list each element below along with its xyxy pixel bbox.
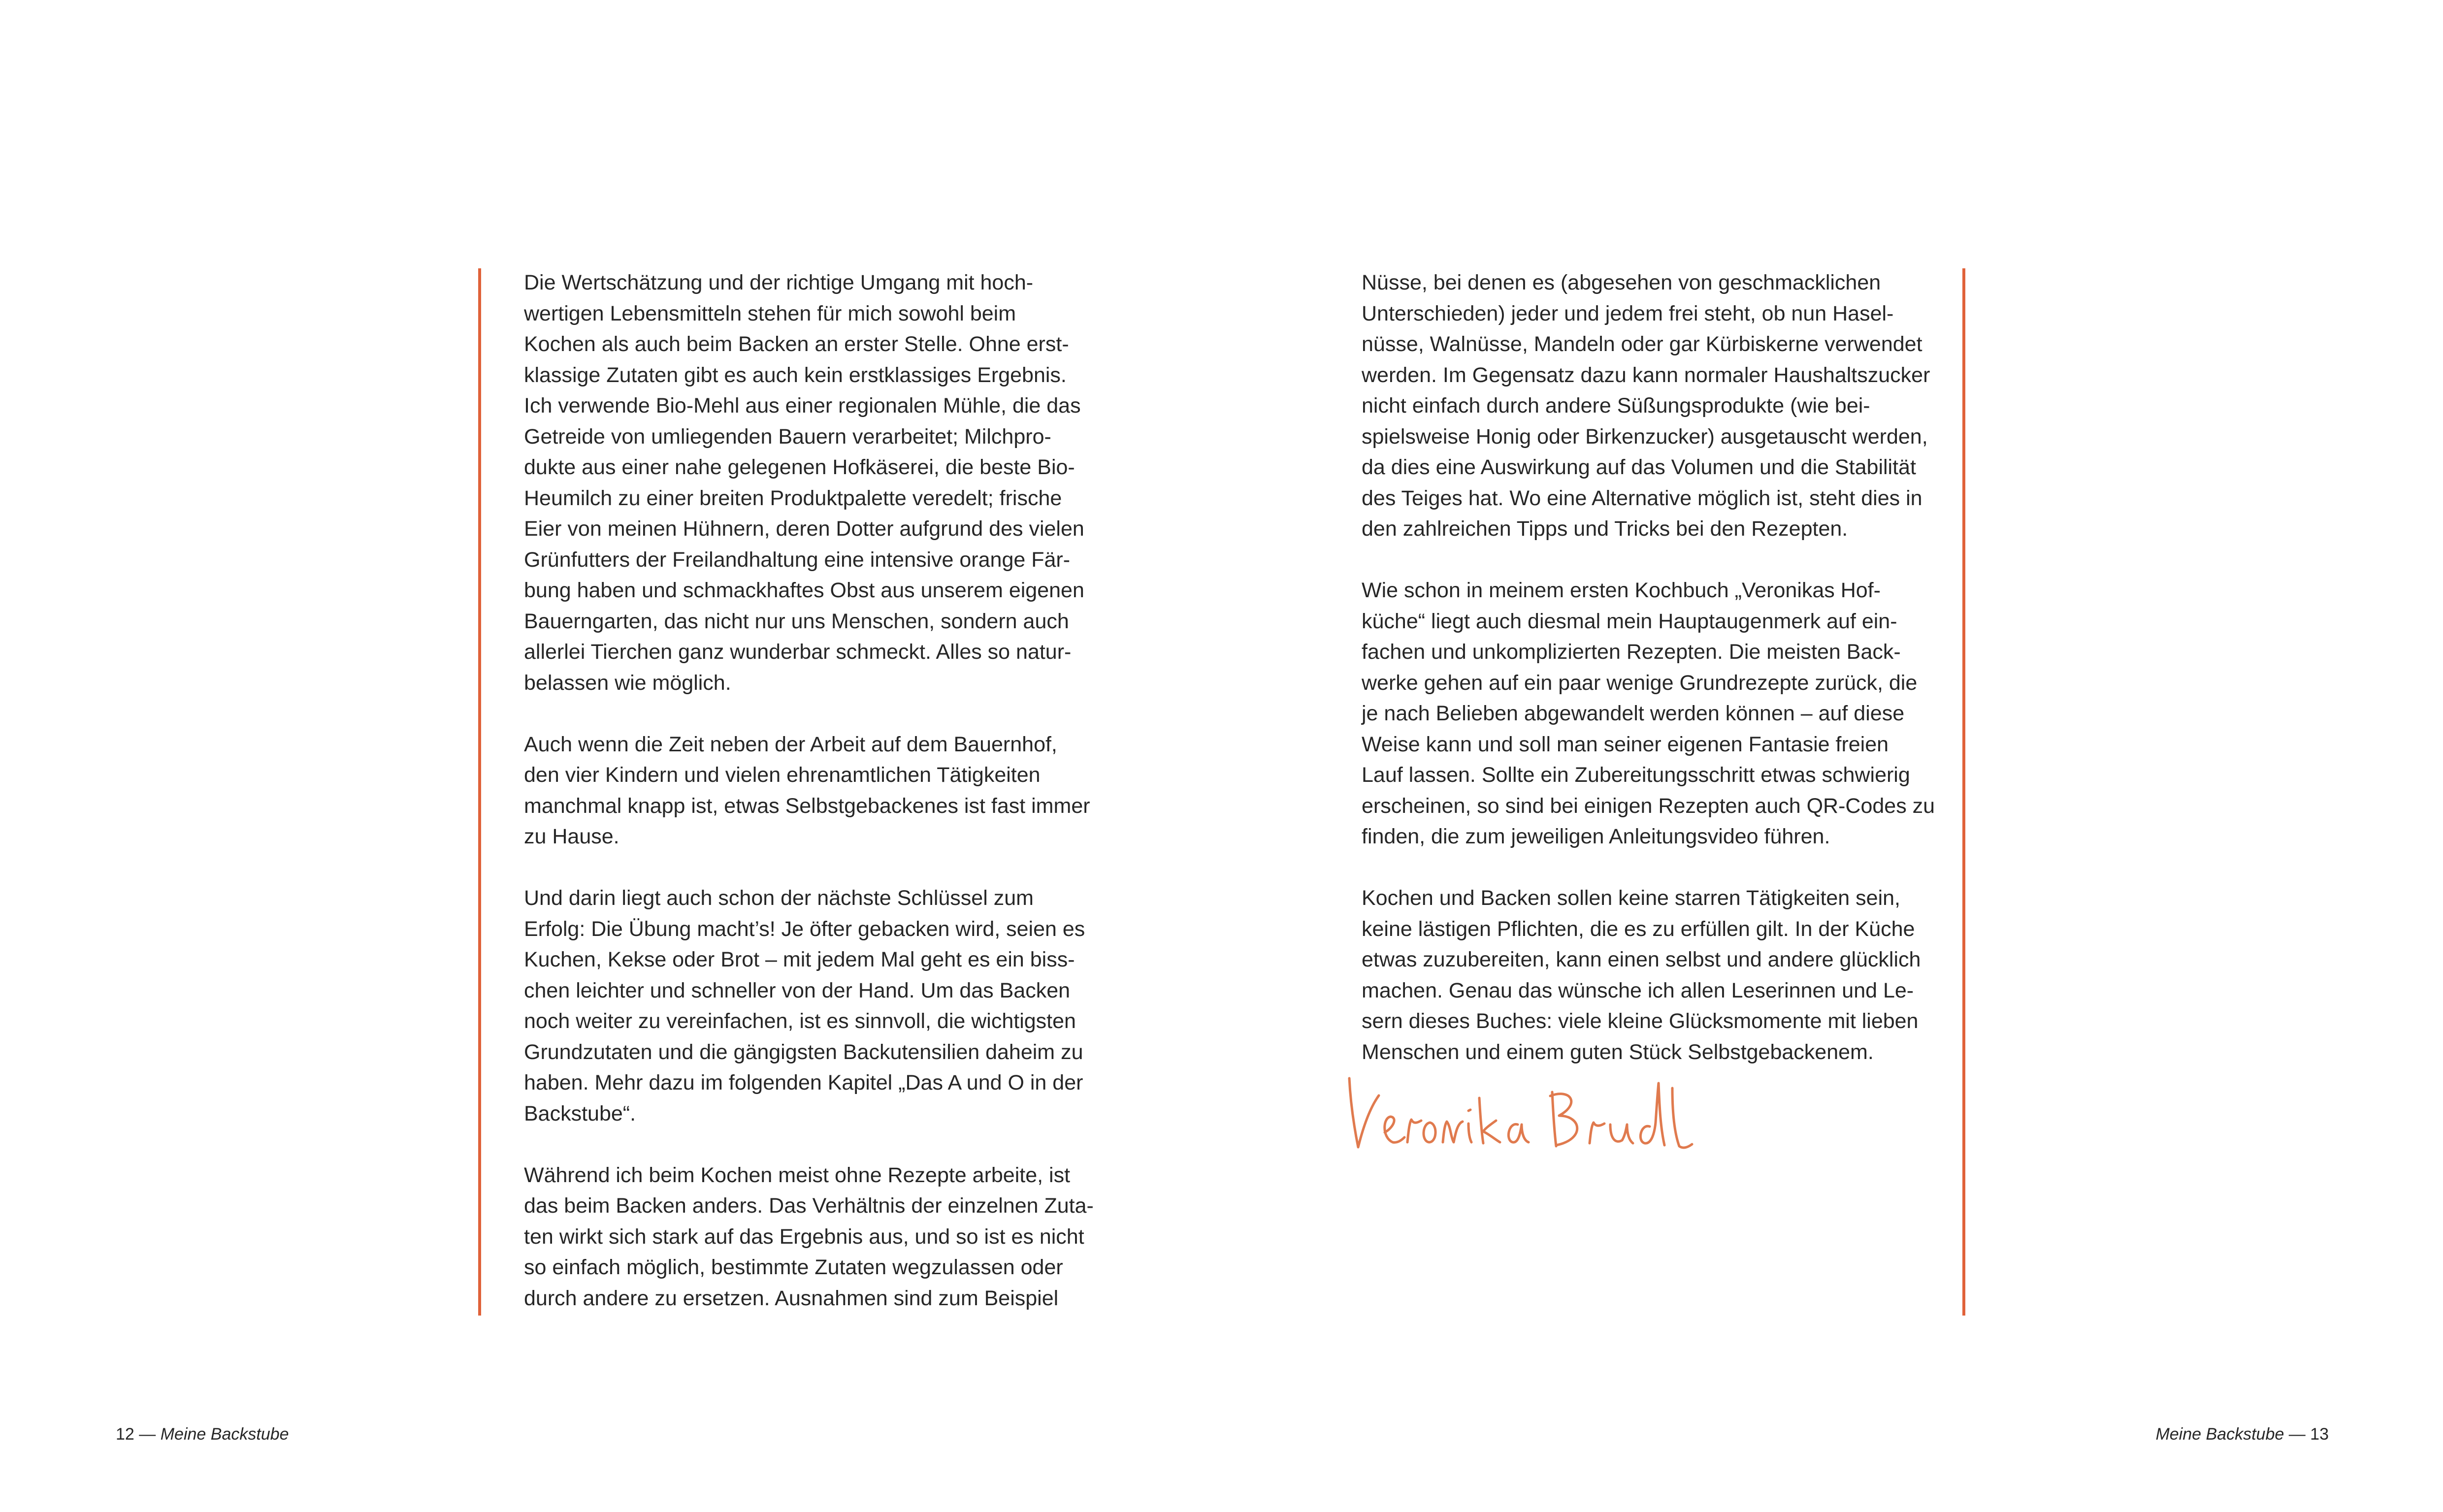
text-line: Auch wenn die Zeit neben der Arbeit auf dem Bauernhof, xyxy=(524,732,1057,756)
text-line: Grünfutters der Freilandhaltung eine intensive orange Fär- xyxy=(524,547,1071,572)
text-line: den zahlreichen Tipps und Tricks bei den Rezepten. xyxy=(1362,517,1848,541)
text-line: des Teiges hat. Wo eine Alternative möglich ist, steht dies in xyxy=(1362,486,1922,510)
text-line: Erfolg: Die Übung macht’s! Je öfter gebacken wird, seien es xyxy=(524,917,1085,941)
text-line: klassige Zutaten gibt es auch kein erstklassiges Ergebnis. xyxy=(524,363,1067,387)
text-line: Heumilch zu einer breiten Produktpalette veredelt; frische xyxy=(524,486,1062,510)
paragraph xyxy=(1362,575,1945,852)
text-line: machen. Genau das wünsche ich allen Leserinnen und Le- xyxy=(1362,978,1914,1002)
right-footer-separator: — xyxy=(2288,1425,2306,1444)
text-line: den vier Kindern und vielen ehrenamtlichen Tätigkeiten xyxy=(524,763,1041,787)
text-line: nüsse, Walnüsse, Mandeln oder gar Kürbiskerne verwendet xyxy=(1362,332,1922,356)
text-line: Getreide von umliegenden Bauern verarbeitet; Milchpro- xyxy=(524,424,1051,449)
text-line: ten wirkt sich stark auf das Ergebnis aus, und so ist es nicht xyxy=(524,1224,1084,1249)
text-line: sern dieses Buches: viele kleine Glücksmomente mit lieben xyxy=(1362,1009,1919,1033)
text-line: spielsweise Honig oder Birkenzucker) ausgetauscht werden, xyxy=(1362,424,1928,449)
left-page-number: 12 xyxy=(116,1425,134,1444)
left-page-footer xyxy=(116,1424,289,1444)
text-line: Und darin liegt auch schon der nächste Schlüssel zum xyxy=(524,886,1034,910)
text-line: manchmal knapp ist, etwas Selbstgebackenes ist fast immer xyxy=(524,794,1090,818)
left-page-text-column xyxy=(524,267,1107,1345)
text-line: Kuchen, Kekse oder Brot – mit jedem Mal geht es ein biss- xyxy=(524,948,1075,971)
text-line: Kochen und Backen sollen keine starren Tätigkeiten sein, xyxy=(1362,886,1901,910)
text-line: Menschen und einem guten Stück Selbstgebackenem. xyxy=(1362,1040,1874,1064)
text-line: so einfach möglich, bestimmte Zutaten wegzulassen oder xyxy=(524,1255,1063,1279)
text-line: durch andere zu ersetzen. Ausnahmen sind zum Beispiel xyxy=(524,1286,1059,1310)
paragraph xyxy=(524,883,1107,1129)
text-line: finden, die zum jeweiligen Anleitungsvideo führen. xyxy=(1362,825,1830,848)
text-line: chen leichter und schneller von der Hand. Um das Backen xyxy=(524,978,1071,1002)
text-line: Backstube“. xyxy=(524,1101,636,1126)
text-line: werke gehen auf ein paar wenige Grundrezepte zurück, die xyxy=(1362,671,1918,695)
text-line: Während ich beim Kochen meist ohne Rezepte arbeite, ist xyxy=(524,1163,1071,1187)
text-line: Die Wertschätzung und der richtige Umgang mit hoch- xyxy=(524,271,1034,294)
text-line: Unterschieden) jeder und jedem frei steht, ob nun Hasel- xyxy=(1362,301,1894,325)
text-line: da dies eine Auswirkung auf das Volumen und die Stabilität xyxy=(1362,455,1916,479)
text-line: dukte aus einer nahe gelegenen Hofkäserei, die beste Bio- xyxy=(524,455,1075,479)
text-line: erscheinen, so sind bei einigen Rezepten auch QR-Codes zu xyxy=(1362,794,1935,818)
right-page-number: 13 xyxy=(2310,1425,2329,1444)
left-footer-separator: — xyxy=(139,1425,156,1444)
signature-text: Veronika Brudl xyxy=(1339,1068,1343,1069)
text-line: je nach Belieben abgewandelt werden können – auf diese xyxy=(1362,702,1905,725)
text-line: küche“ liegt auch diesmal mein Hauptaugenmerk auf ein- xyxy=(1362,609,1897,633)
text-line: Weise kann und soll man seiner eigenen Fantasie freien xyxy=(1362,732,1889,756)
text-line: werden. Im Gegensatz dazu kann normaler Haushaltszucker xyxy=(1362,363,1930,387)
text-line: etwas zuzubereiten, kann einen selbst und andere glücklich xyxy=(1362,948,1921,971)
text-line: fachen und unkomplizierten Rezepten. Die meisten Back- xyxy=(1362,640,1901,664)
text-line: keine lästigen Pflichten, die es zu erfüllen gilt. In der Küche xyxy=(1362,917,1915,941)
text-line: Lauf lassen. Sollte ein Zubereitungsschritt etwas schwierig xyxy=(1362,763,1910,787)
text-line: das beim Backen anders. Das Verhältnis der einzelnen Zuta- xyxy=(524,1194,1094,1218)
right-accent-rule xyxy=(1962,268,1965,1316)
text-line: nicht einfach durch andere Süßungsprodukte (wie bei- xyxy=(1362,394,1870,418)
text-line: Ich verwende Bio-Mehl aus einer regionalen Mühle, die das xyxy=(524,394,1081,418)
text-line: zu Hause. xyxy=(524,825,619,848)
paragraph xyxy=(524,267,1107,698)
text-line: Wie schon in meinem ersten Kochbuch „Veronikas Hof- xyxy=(1362,579,1881,602)
paragraph xyxy=(1362,267,1945,545)
right-page-text-column xyxy=(1362,267,1945,1098)
text-line: wertigen Lebensmitteln stehen für mich sowohl beim xyxy=(524,301,1016,325)
text-line: Kochen als auch beim Backen an erster Stelle. Ohne erst- xyxy=(524,332,1069,356)
signature-veronika-brudl xyxy=(1339,1068,1704,1162)
left-accent-rule xyxy=(478,268,481,1316)
paragraph xyxy=(524,1160,1107,1314)
right-running-title: Meine Backstube xyxy=(2155,1425,2284,1444)
right-page-footer xyxy=(2155,1424,2329,1444)
text-line: Nüsse, bei denen es (abgesehen von geschmacklichen xyxy=(1362,271,1881,294)
text-line: allerlei Tierchen ganz wunderbar schmeckt. Alles so natur- xyxy=(524,640,1072,664)
text-line: Bauerngarten, das nicht nur uns Menschen, sondern auch xyxy=(524,609,1069,633)
text-line: Grundzutaten und die gängigsten Backutensilien daheim zu xyxy=(524,1040,1083,1064)
paragraph xyxy=(1362,883,1945,1067)
text-line: bung haben und schmackhaftes Obst aus unserem eigenen xyxy=(524,579,1084,602)
left-running-title: Meine Backstube xyxy=(160,1425,289,1444)
text-line: Eier von meinen Hühnern, deren Dotter aufgrund des vielen xyxy=(524,517,1084,541)
paragraph xyxy=(524,729,1107,852)
text-line: haben. Mehr dazu im folgenden Kapitel „Das A und O in der xyxy=(524,1071,1083,1094)
text-line: belassen wie möglich. xyxy=(524,671,731,695)
text-line: noch weiter zu vereinfachen, ist es sinnvoll, die wichtigsten xyxy=(524,1009,1076,1033)
